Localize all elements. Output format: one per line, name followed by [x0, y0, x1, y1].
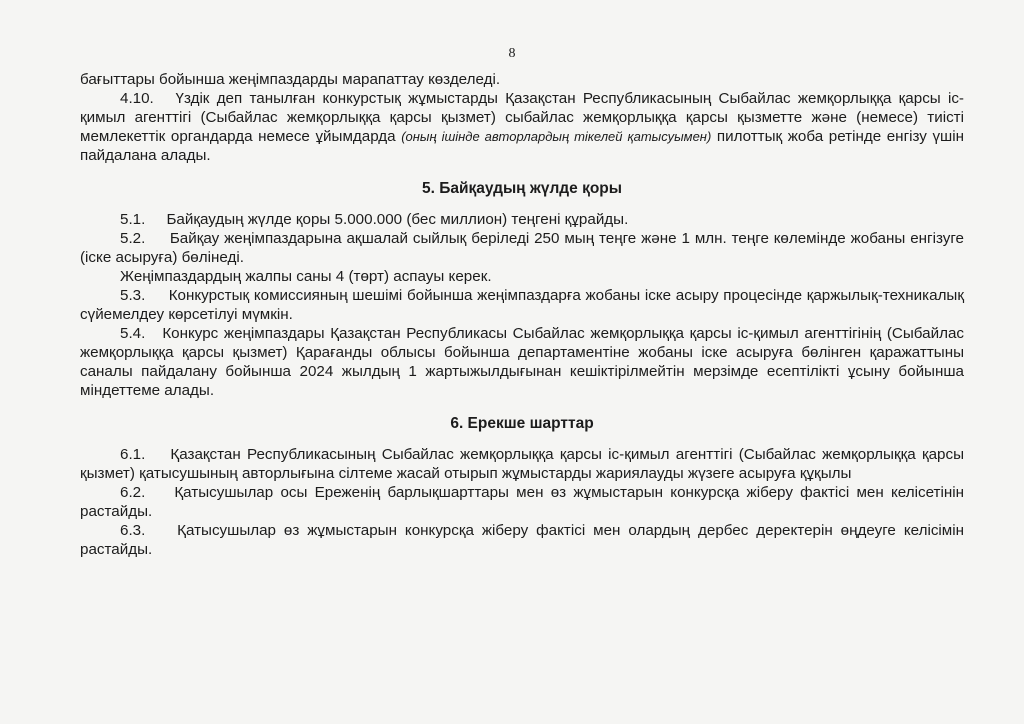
paragraph-6-1: [80, 445, 964, 483]
paragraph-text: Байқау жеңімпаздарына ақшалай сыйлық беріледі 250 мың теңге және 1 млн. теңге көлемінде жобаны енгізуге (іске асыруға) бөлінеді.: [80, 230, 964, 266]
paragraph-6-2: [80, 483, 964, 521]
paragraph-text: Қазақстан Республикасының Сыбайлас жемқорлыққа қарсы іс-қимыл агенттігі (Сыбайлас жемқорлыққа қарсы қызмет) қатысушының авторлығына сілтеме жасай отырып жұмыстарды жариялауды жүзеге асыруға құқылы: [80, 446, 964, 482]
item-number: 5.4.: [120, 325, 146, 342]
item-number: 6.3.: [120, 522, 146, 539]
page-number: 8: [508, 46, 516, 61]
paragraph-5-1: [80, 210, 964, 229]
paragraph-text: Жеңімпаздардың жалпы саны 4 (төрт) аспауы керек.: [120, 268, 492, 285]
paragraph-text: Үздік деп танылған конкурстық жұмыстарды Қазақстан Республикасының Сыбайлас жемқорлыққа қарсы іс-қимыл агенттігі (Сыбайлас жемқорлыққа қарсы қызмет) сыбайлас жемқорлыққа қарсы қызметте және (немесе) тиісті мемлекеттік органдарда немесе ұйымдарда: [80, 90, 964, 145]
item-number: 5.3.: [120, 287, 146, 304]
paragraph-5-4: [80, 324, 964, 400]
paragraph-text: Конкурстық комиссияның шешімі бойынша жеңімпаздарға жобаны іске асыру процесінде қаржылық-техникалық сүйемелдеу көрсетілуі мүмкін.: [80, 287, 964, 323]
paragraph-text: Қатысушылар өз жұмыстарын конкурсқа жіберу фактісі мен олардың дербес деректерін өңдеуге келісімін растайды.: [80, 522, 964, 558]
item-number: 6.1.: [120, 446, 146, 463]
item-number: 4.10.: [120, 90, 154, 107]
paragraph-text-tail: пилоттық жоба ретінде енгізу үшін пайдалана алады.: [80, 128, 964, 164]
paragraph-5-2-note: [80, 267, 964, 286]
section-6-heading: 6. Ерекше шарттар: [450, 415, 594, 432]
paragraph-5-2: [80, 229, 964, 267]
paragraph-4-10: [80, 89, 964, 165]
paragraph-continuation: бағыттары бойынша жеңімпаздарды марапаттау көзделеді.: [80, 71, 501, 88]
paragraph-text: Конкурс жеңімпаздары Қазақстан Республикасы Сыбайлас жемқорлыққа қарсы іс-қимыл агенттігінің (Сыбайлас жемқорлыққа қарсы қызмет) Қарағанды облысы бойынша департаментіне жобаны іске асыруға бөлінген қаражаттыны саналы пайдалану бойынша 2024 жылдың 1 жартыжылдығынан кешіктірілмейтін мерзімде есептілікті ұсыну бойынша міндеттеме алады.: [80, 325, 964, 399]
paragraph-text: Байқаудың жүлде қоры 5.000.000 (бес миллион) теңгені құрайды.: [166, 211, 629, 228]
italic-note: (оның ішінде авторлардың тікелей қатысуымен): [401, 129, 712, 144]
section-5-heading: 5. Байқаудың жүлде қоры: [421, 180, 623, 197]
paragraph-5-3: [80, 286, 964, 324]
paragraph-text: Қатысушылар осы Ереженің барлықшарттары мен өз жұмыстарын конкурсқа жіберу фактісі мен келісетінін растайды.: [80, 484, 964, 520]
paragraph-6-3: [80, 521, 964, 559]
item-number: 5.1.: [120, 211, 146, 228]
item-number: 5.2.: [120, 230, 146, 247]
document-body: [80, 70, 964, 559]
item-number: 6.2.: [120, 484, 146, 501]
